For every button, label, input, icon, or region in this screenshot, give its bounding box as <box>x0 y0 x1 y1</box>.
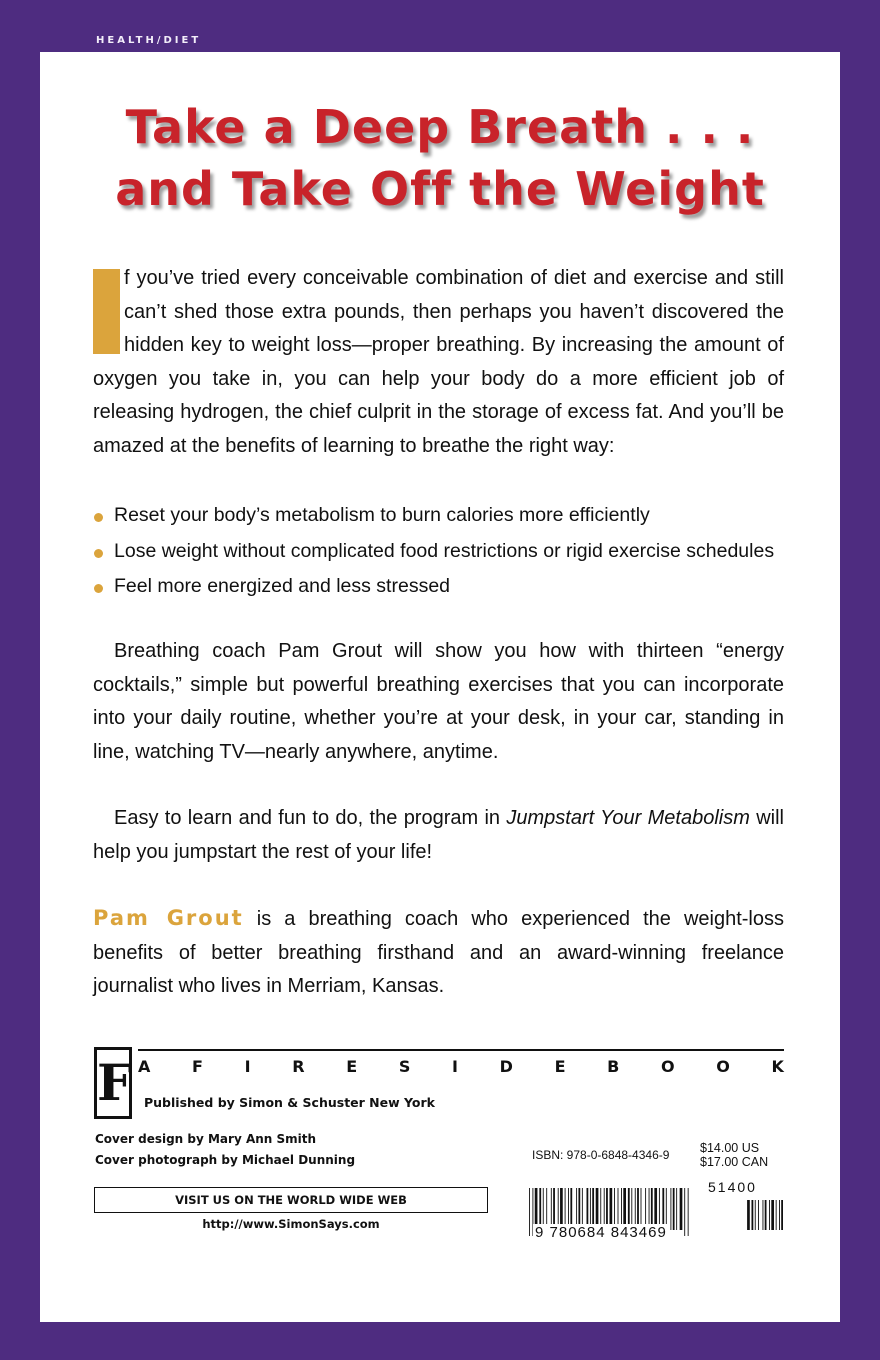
list-item: Reset your body’s metabolism to burn calories more efficiently <box>93 498 774 534</box>
website-box: VISIT US ON THE WORLD WIDE WEB http://www.SimonSays.com <box>94 1187 488 1213</box>
author-name: Pam Grout <box>93 906 244 930</box>
intro-text: f you’ve tried every conceivable combination of diet and exercise and still can’t shed those extra pounds, then perhaps you haven’t discovered the hidden key to weight loss—proper breathing. By increasing the amount of oxygen you take in, you can help your body do a more efficient job of releasing hydrogen, the chief culprit in the storage of excess fat. And you’ll be amazed at the benefits of learning to breathe the right way: <box>93 267 784 457</box>
barcode-digits: 9 780684 843469 <box>535 1224 667 1241</box>
intro-paragraph <box>93 262 784 463</box>
price-block <box>700 1141 768 1169</box>
cover-photo-credit: Cover photograph by Michael Dunning <box>95 1153 356 1167</box>
coach-paragraph: Breathing coach Pam Grout will show you how with thirteen “energy cocktails,” simple but powerful breathing exercises that you can incorporate into your daily routine, whether you’re at your desk, in your car, standing in line, watching TV—nearly anywhere, anytime. <box>93 640 784 763</box>
category-label: HEALTH/DIET <box>96 35 202 46</box>
bullet-dot-icon <box>94 584 103 593</box>
price-us: $14.00 US <box>700 1141 760 1155</box>
publisher-line: Published by Simon & Schuster New York <box>144 1095 435 1110</box>
imprint-rule <box>138 1049 784 1051</box>
benefits-list <box>93 498 774 605</box>
author-bio: Pam Grout is a breathing coach who experienced the weight-loss benefits of better breathing firsthand and an award-winning freelance journalist who lives in Merriam, Kansas. <box>93 906 784 997</box>
price-can: $17.00 CAN <box>700 1155 769 1169</box>
list-item: Lose weight without complicated food restrictions or rigid exercise schedules <box>93 534 774 570</box>
drop-cap-block <box>93 269 120 354</box>
headline-line-1: Take a Deep Breath . . . <box>125 100 755 154</box>
program-paragraph: Easy to learn and fun to do, the program in Jumpstart Your Metabolism will help you jumpstart the rest of your life! <box>93 807 784 863</box>
cover-design-credit: Cover design by Mary Ann Smith <box>95 1132 317 1146</box>
back-cover-panel <box>40 52 840 1322</box>
list-item: Feel more energized and less stressed <box>93 569 774 605</box>
fireside-book-imprint: A F I R E S I D E B O O K <box>138 1057 784 1076</box>
isbn-number: ISBN: 978-0-6848-4346-9 <box>532 1148 670 1162</box>
barcode-supplement-number: 51400 <box>708 1179 757 1195</box>
bullet-dot-icon <box>94 549 103 558</box>
headline-line-2: and Take Off the Weight <box>115 162 765 216</box>
book-title: Jumpstart Your Metabolism <box>506 807 750 829</box>
bullet-dot-icon <box>94 513 103 522</box>
fireside-logo: F <box>94 1047 132 1119</box>
